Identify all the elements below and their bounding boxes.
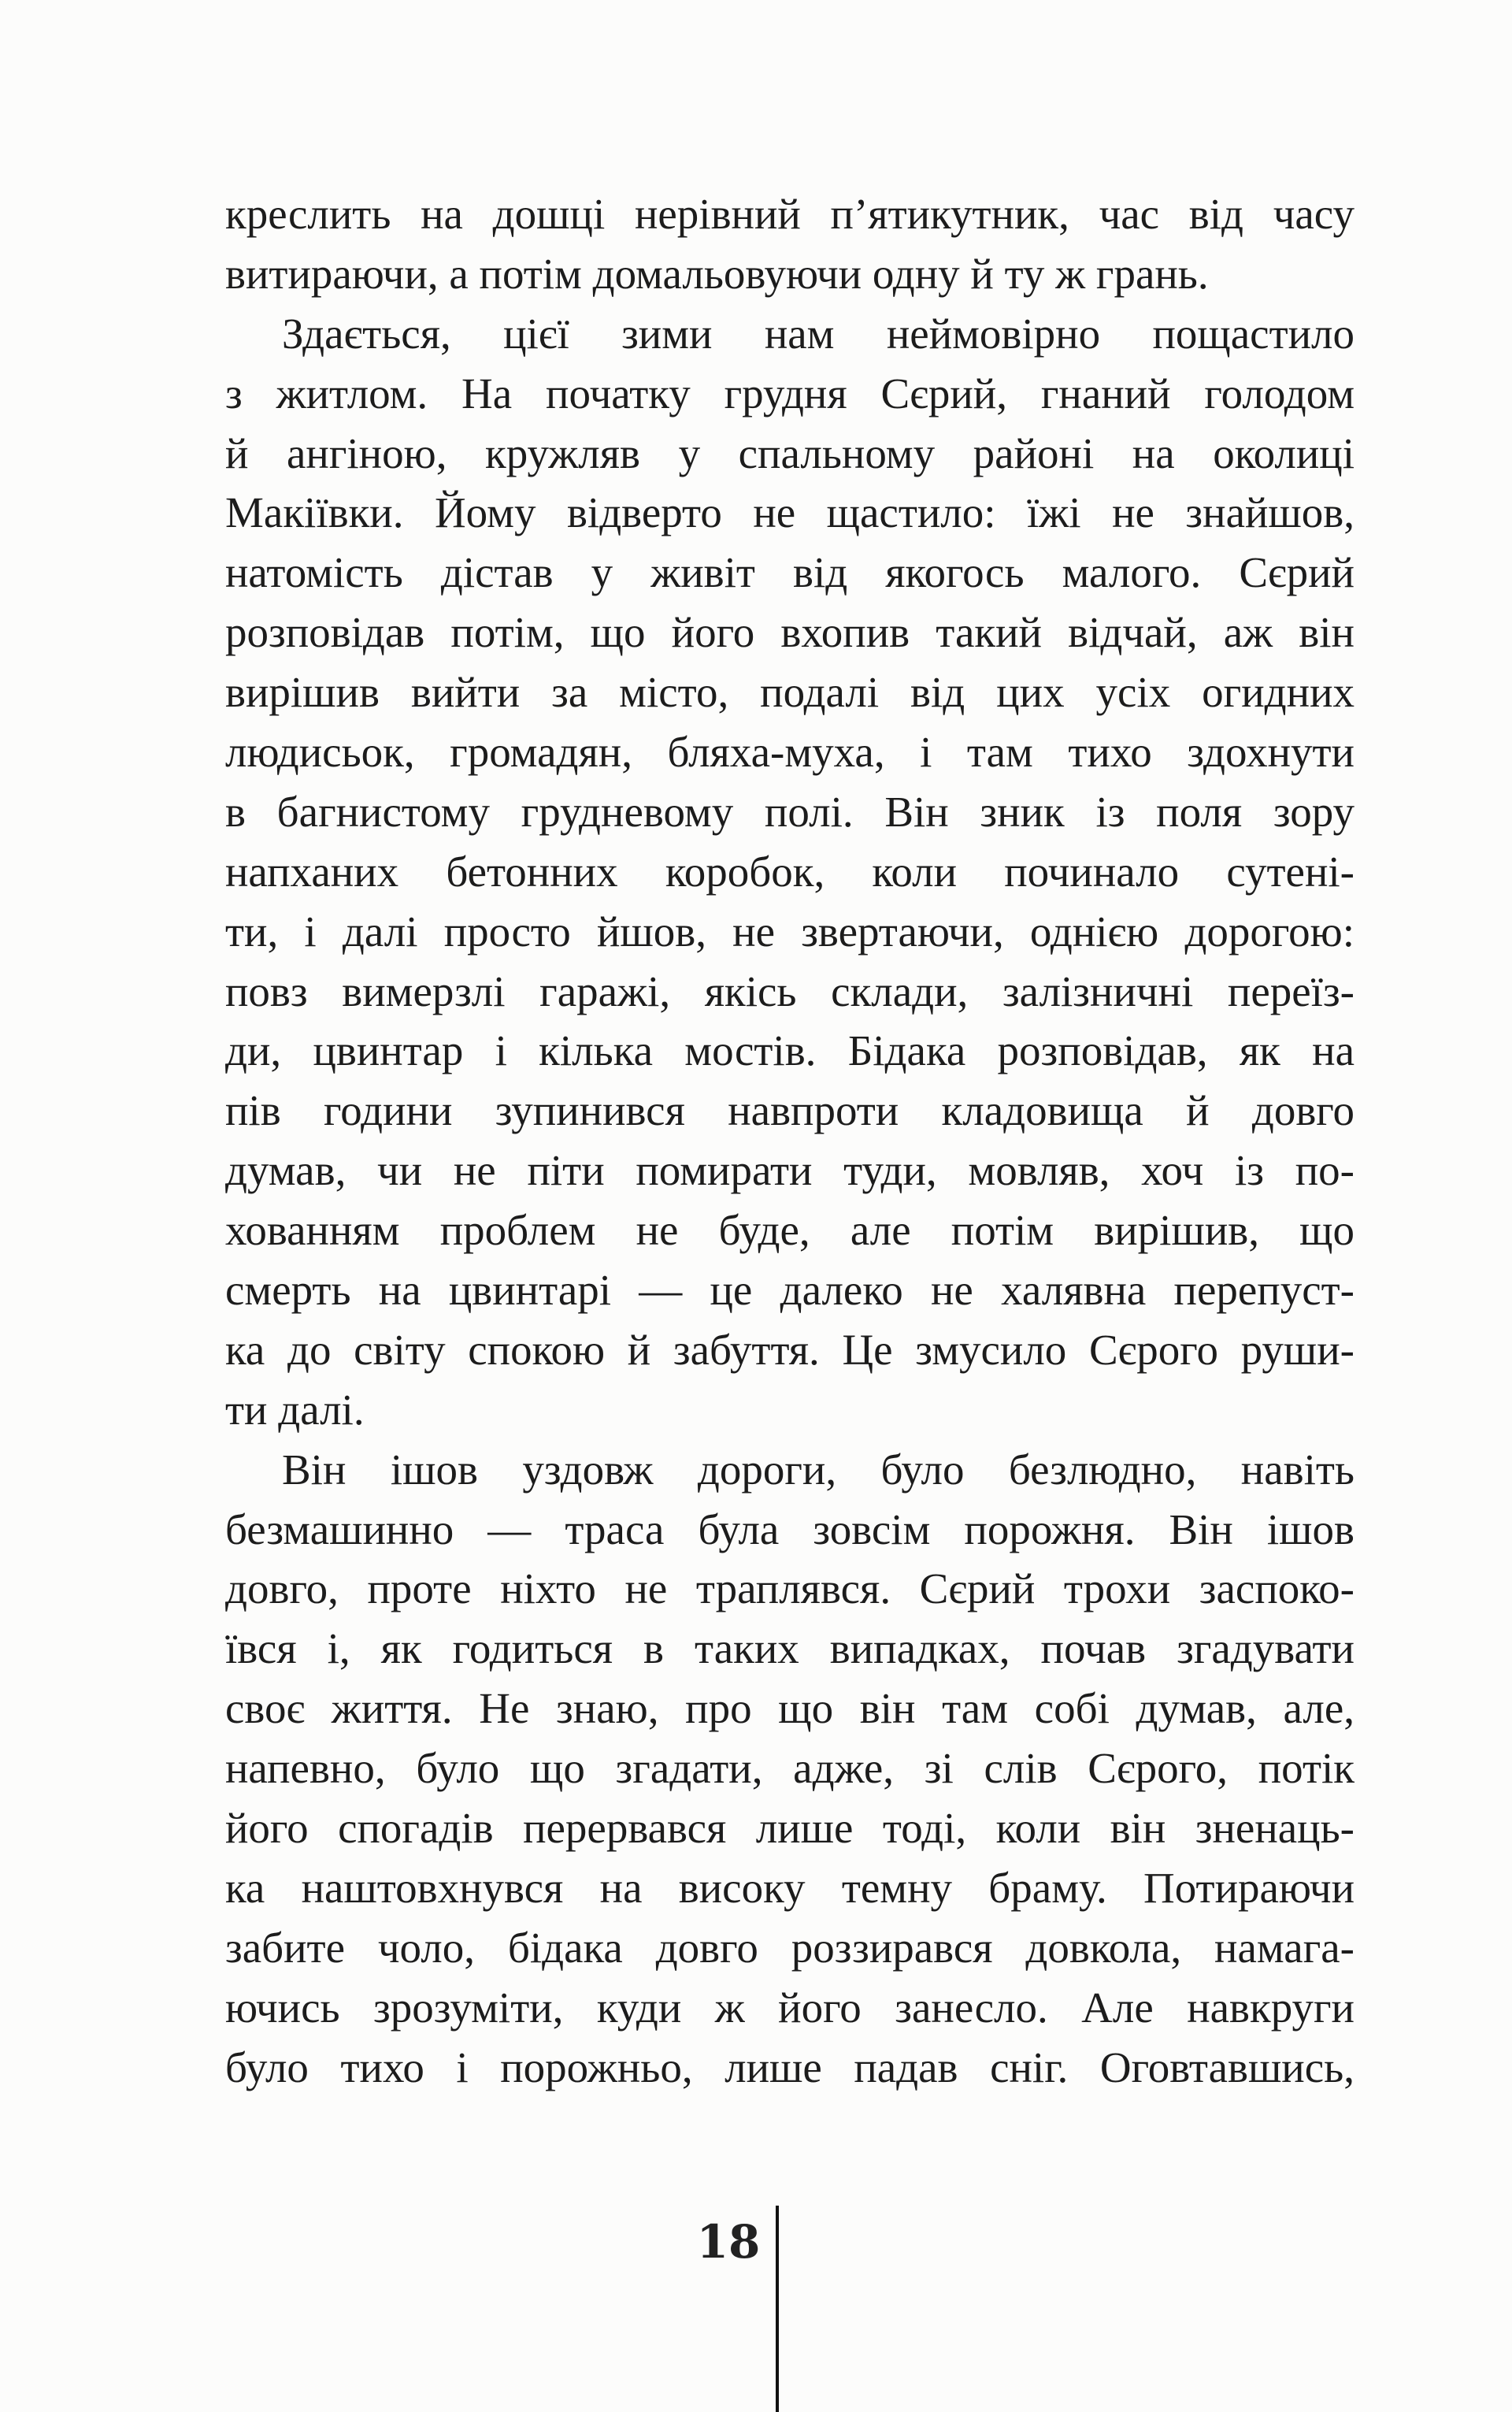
text-line: людисьок, громадян, бляха-муха, і там тихо здохнути bbox=[225, 728, 1354, 777]
text-line: ючись зрозуміти, куди ж його занесло. Але навкруги bbox=[225, 1983, 1354, 2032]
text-line: ди, цвинтар і кілька мостів. Бідака розповідав, як на bbox=[225, 1026, 1354, 1075]
text-line: вирішив вийти за місто, подалі від цих усіх огидних bbox=[225, 668, 1354, 717]
text-line: напевно, було що згадати, адже, зі слів Сєрого, потік bbox=[225, 1744, 1354, 1793]
text-line: ти, і далі просто йшов, не звертаючи, однією дорогою: bbox=[225, 907, 1354, 956]
body-text bbox=[225, 184, 1354, 2098]
text-line: його спогадів перервався лише тоді, коли він зненаць- bbox=[225, 1804, 1354, 1853]
text-line: хованням проблем не буде, але потім вирішив, що bbox=[225, 1206, 1354, 1255]
text-line: своє життя. Не знаю, про що він там собі думав, але, bbox=[225, 1684, 1354, 1733]
text-line: розповідав потім, що його вхопив такий відчай, аж він bbox=[225, 608, 1354, 657]
text-line: забите чоло, бідака довго роззирався довкола, намага- bbox=[225, 1923, 1354, 1972]
text-line: витираючи, а потім домальовуючи одну й ту ж грань. bbox=[225, 249, 1209, 298]
text-line: й ангіною, кружляв у спальному районі на околиці bbox=[225, 429, 1354, 477]
text-line: було тихо і порожньо, лише падав сніг. Оговтавшись, bbox=[225, 2043, 1354, 2091]
text-line: ка наштовхнувся на високу темну браму. Потираючи bbox=[225, 1863, 1354, 1912]
page-rule-divider bbox=[776, 2206, 779, 2412]
text-line: ка до світу спокою й забуття. Це змусило Сєрого руши- bbox=[225, 1325, 1354, 1374]
text-line: ти далі. bbox=[225, 1385, 365, 1434]
text-line: в багнистому грудневому полі. Він зник із поля зору bbox=[225, 787, 1354, 836]
text-line: пів години зупинився навпроти кладовища й довго bbox=[225, 1086, 1354, 1135]
text-line: безмашинно — траса була зовсім порожня. Він ішов bbox=[225, 1505, 1354, 1553]
text-line: довго, проте ніхто не траплявся. Сєрий трохи заспоко- bbox=[225, 1564, 1354, 1613]
text-line: креслить на дошці нерівний п’ятикутник, час від часу bbox=[225, 190, 1354, 238]
text-line: Макіївки. Йому відверто не щастило: їжі не знайшов, bbox=[225, 488, 1354, 537]
text-line: смерть на цвинтарі — це далеко не халявна перепуст- bbox=[225, 1266, 1354, 1315]
text-line: напханих бетонних коробок, коли починало сутені- bbox=[225, 847, 1354, 896]
text-line: з житлом. На початку грудня Сєрий, гнаний голодом bbox=[225, 369, 1354, 417]
paragraph-first-line: Здається, цієї зими нам неймовірно пощастило bbox=[282, 309, 1354, 358]
page-number: 18 bbox=[696, 2215, 761, 2269]
text-line: натомість дістав у живіт від якогось малого. Сєрий bbox=[225, 548, 1354, 597]
text-line: думав, чи не піти помирати туди, мовляв, хоч із по- bbox=[225, 1146, 1354, 1195]
text-line: ївся і, як годиться в таких випадках, почав згадувати bbox=[225, 1624, 1354, 1673]
paragraph-first-line: Він ішов уздовж дороги, було безлюдно, навіть bbox=[282, 1445, 1354, 1494]
text-line: повз вимерзлі гаражі, якісь склади, залізничні переїз- bbox=[225, 967, 1354, 1015]
